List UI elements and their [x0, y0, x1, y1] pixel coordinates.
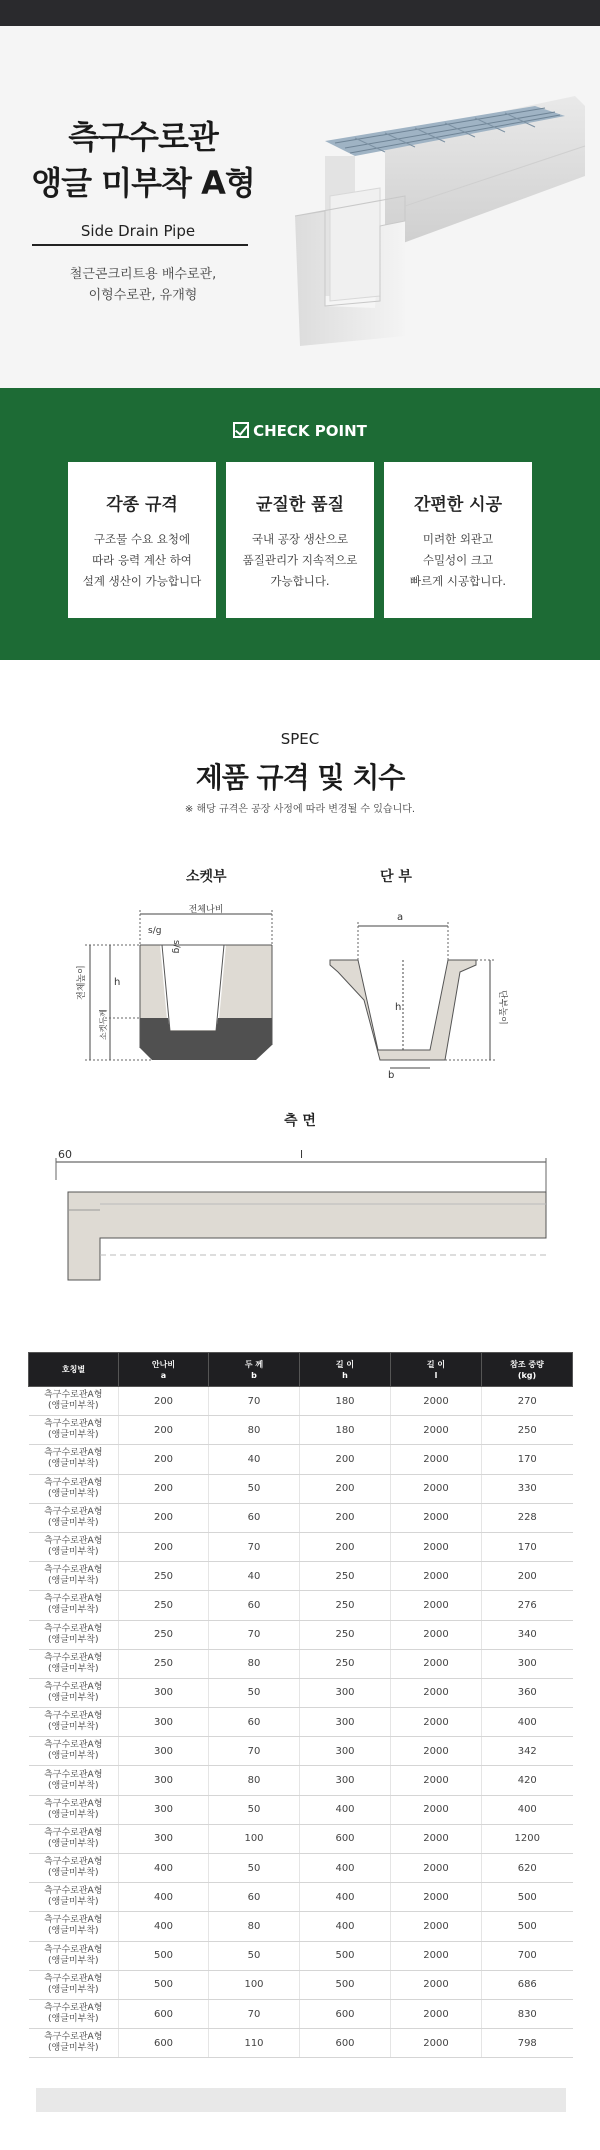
- table-cell: 250: [300, 1562, 391, 1591]
- table-row: [29, 1737, 573, 1766]
- table-cell: 300: [119, 1708, 209, 1737]
- table-cell: 100: [209, 1970, 300, 1999]
- table-row: [29, 1532, 573, 1561]
- table-cell: 80: [209, 1912, 300, 1941]
- dim-60-label: 60: [58, 1148, 72, 1161]
- feature-card-quality: [226, 462, 374, 618]
- product-title: [28, 114, 258, 206]
- table-cell: 200: [119, 1474, 209, 1503]
- table-row: [29, 2029, 573, 2058]
- table-row: [29, 1824, 573, 1853]
- table-cell: 200: [300, 1445, 391, 1474]
- table-cell: 600: [300, 2029, 391, 2058]
- product-image: [285, 96, 595, 346]
- product-description: [28, 264, 258, 306]
- product-name-cell: 측구수로관A형 (앵글미부착): [29, 1591, 119, 1620]
- a-label: a: [397, 912, 404, 923]
- column-header: 길 이 l: [391, 1353, 482, 1387]
- table-cell: 700: [482, 1941, 573, 1970]
- table-row: [29, 1620, 573, 1649]
- table-cell: 300: [119, 1737, 209, 1766]
- product-name-cell: 측구수로관A형 (앵글미부착): [29, 1474, 119, 1503]
- spec-note: ※ 해당 규격은 공장 사정에 따라 변경될 수 있습니다.: [184, 804, 416, 815]
- end-section-diagram: [320, 900, 520, 1080]
- product-name-cell: 측구수로관A형 (앵글미부착): [29, 1678, 119, 1707]
- spec-title: 제품 규격 및 치수: [195, 761, 405, 794]
- table-cell: 250: [300, 1620, 391, 1649]
- table-cell: 500: [119, 1970, 209, 1999]
- table-cell: 360: [482, 1678, 573, 1707]
- sg-label: s/g: [171, 940, 181, 954]
- product-name-cell: 측구수로관A형 (앵글미부착): [29, 1532, 119, 1561]
- table-cell: 300: [119, 1824, 209, 1853]
- table-cell: 250: [119, 1591, 209, 1620]
- product-title-line1: 측구수로관: [68, 118, 218, 156]
- table-cell: 798: [482, 2029, 573, 2058]
- feature-line: 빠르게 시공합니다.: [409, 574, 507, 588]
- table-cell: 400: [300, 1883, 391, 1912]
- table-cell: 110: [209, 2029, 300, 2058]
- column-header: 길 이 h: [300, 1353, 391, 1387]
- product-name-cell: 측구수로관A형 (앵글미부착): [29, 1766, 119, 1795]
- table-cell: 300: [119, 1795, 209, 1824]
- table-cell: 50: [209, 1854, 300, 1883]
- table-cell: 2000: [391, 1824, 482, 1853]
- table-cell: 2000: [391, 1387, 482, 1416]
- table-cell: 2000: [391, 1999, 482, 2028]
- table-cell: 300: [482, 1649, 573, 1678]
- table-cell: 70: [209, 1620, 300, 1649]
- table-cell: 50: [209, 1941, 300, 1970]
- checkpoint-title-text: CHECK POINT: [253, 422, 367, 440]
- table-cell: 80: [209, 1766, 300, 1795]
- table-cell: 60: [209, 1591, 300, 1620]
- table-cell: 500: [300, 1970, 391, 1999]
- table-cell: 200: [300, 1532, 391, 1561]
- table-cell: 342: [482, 1737, 573, 1766]
- table-cell: 2000: [391, 2029, 482, 2058]
- column-header: 두 께 b: [209, 1353, 300, 1387]
- h2-label: h: [395, 1002, 402, 1013]
- table-row: [29, 1999, 573, 2028]
- table-cell: 500: [482, 1912, 573, 1941]
- table-cell: 228: [482, 1503, 573, 1532]
- table-cell: 400: [482, 1708, 573, 1737]
- sg-label: s/g: [148, 926, 162, 936]
- table-cell: 2000: [391, 1649, 482, 1678]
- product-name-cell: 측구수로관A형 (앵글미부착): [29, 1562, 119, 1591]
- feature-line: 따라 응력 계산 하여: [92, 553, 192, 567]
- table-cell: 2000: [391, 1941, 482, 1970]
- table-cell: 250: [482, 1416, 573, 1445]
- table-cell: 80: [209, 1649, 300, 1678]
- feature-card-title: 간편한 시공: [413, 495, 503, 515]
- feature-card-title: 각종 규격: [106, 495, 178, 515]
- table-row: [29, 1970, 573, 1999]
- table-cell: 620: [482, 1854, 573, 1883]
- product-name-cell: 측구수로관A형 (앵글미부착): [29, 1708, 119, 1737]
- column-header: 안나비 a: [119, 1353, 209, 1387]
- table-cell: 60: [209, 1883, 300, 1912]
- table-cell: 200: [119, 1532, 209, 1561]
- table-cell: 70: [209, 1387, 300, 1416]
- product-name-cell: 측구수로관A형 (앵글미부착): [29, 1970, 119, 1999]
- table-cell: 200: [300, 1474, 391, 1503]
- end-height-label: 단부높이: [497, 990, 507, 1025]
- socket-thickness-label: 소켓두께: [99, 1009, 108, 1040]
- product-name-cell: 측구수로관A형 (앵글미부착): [29, 2029, 119, 2058]
- table-cell: 2000: [391, 1562, 482, 1591]
- table-row: [29, 1795, 573, 1824]
- table-cell: 70: [209, 1999, 300, 2028]
- table-row: [29, 1854, 573, 1883]
- product-subtitle: Side Drain Pipe: [80, 222, 196, 240]
- table-row: [29, 1649, 573, 1678]
- product-name-cell: 측구수로관A형 (앵글미부착): [29, 1387, 119, 1416]
- description-line: 이형수로관, 유개형: [88, 288, 198, 303]
- feature-line: 국내 공장 생산으로: [251, 532, 349, 546]
- table-cell: 400: [300, 1795, 391, 1824]
- feature-card-installation: [384, 462, 532, 618]
- end-diagram-label: 단 부: [380, 869, 412, 885]
- feature-card-text: [384, 529, 532, 592]
- table-cell: 300: [119, 1766, 209, 1795]
- table-cell: 340: [482, 1620, 573, 1649]
- table-cell: 200: [300, 1503, 391, 1532]
- table-cell: 250: [119, 1562, 209, 1591]
- table-cell: 170: [482, 1445, 573, 1474]
- table-cell: 250: [119, 1649, 209, 1678]
- table-row: [29, 1591, 573, 1620]
- table-row: [29, 1503, 573, 1532]
- table-cell: 2000: [391, 1970, 482, 1999]
- table-row: [29, 1883, 573, 1912]
- feature-line: 수밀성이 크고: [422, 553, 494, 567]
- table-cell: 2000: [391, 1416, 482, 1445]
- table-cell: 300: [119, 1678, 209, 1707]
- table-cell: 300: [300, 1766, 391, 1795]
- table-cell: 830: [482, 1999, 573, 2028]
- feature-card-text: [68, 529, 216, 592]
- checkpoint-section: [0, 388, 600, 660]
- table-cell: 400: [482, 1795, 573, 1824]
- total-height-label: 전체높이: [77, 965, 87, 1000]
- product-name-cell: 측구수로관A형 (앵글미부착): [29, 1824, 119, 1853]
- table-cell: 50: [209, 1795, 300, 1824]
- h-label: h: [114, 977, 121, 988]
- table-cell: 180: [300, 1416, 391, 1445]
- table-cell: 2000: [391, 1854, 482, 1883]
- subtitle-underline: [32, 244, 248, 246]
- l-label: l: [300, 1148, 304, 1161]
- feature-line: 설계 생산이 가능합니다: [82, 574, 202, 588]
- socket-section-diagram: [70, 900, 290, 1070]
- hero-section: [0, 26, 600, 388]
- product-name-cell: 측구수로관A형 (앵글미부착): [29, 1737, 119, 1766]
- product-name-cell: 측구수로관A형 (앵글미부착): [29, 1795, 119, 1824]
- product-name-cell: 측구수로관A형 (앵글미부착): [29, 1854, 119, 1883]
- table-cell: 250: [300, 1649, 391, 1678]
- table-row: [29, 1416, 573, 1445]
- table-cell: 276: [482, 1591, 573, 1620]
- table-cell: 2000: [391, 1912, 482, 1941]
- table-cell: 400: [119, 1883, 209, 1912]
- table-cell: 2000: [391, 1503, 482, 1532]
- table-cell: 400: [119, 1854, 209, 1883]
- table-cell: 2000: [391, 1620, 482, 1649]
- table-cell: 300: [300, 1708, 391, 1737]
- table-cell: 2000: [391, 1708, 482, 1737]
- b-label: b: [388, 1070, 395, 1080]
- table-cell: 2000: [391, 1883, 482, 1912]
- spec-label: SPEC: [280, 730, 320, 748]
- column-header: 호칭별: [29, 1353, 119, 1387]
- column-header: 참조 중량 (kg): [482, 1353, 573, 1387]
- table-cell: 200: [119, 1445, 209, 1474]
- description-line: 철근콘크리트용 배수로관,: [69, 267, 217, 282]
- table-row: [29, 1708, 573, 1737]
- top-bar: [0, 0, 600, 26]
- product-name-cell: 측구수로관A형 (앵글미부착): [29, 1999, 119, 2028]
- product-name-cell: 측구수로관A형 (앵글미부착): [29, 1649, 119, 1678]
- table-cell: 300: [300, 1737, 391, 1766]
- table-row: [29, 1474, 573, 1503]
- table-cell: 686: [482, 1970, 573, 1999]
- feature-line: 가능합니다.: [270, 574, 330, 588]
- table-cell: 2000: [391, 1795, 482, 1824]
- feature-line: 품질관리가 지속적으로: [242, 553, 358, 567]
- table-cell: 420: [482, 1766, 573, 1795]
- table-cell: 500: [119, 1941, 209, 1970]
- table-cell: 400: [300, 1912, 391, 1941]
- footer-bar: [36, 2088, 566, 2112]
- table-cell: 70: [209, 1532, 300, 1561]
- spec-table: [28, 1352, 573, 2058]
- table-cell: 500: [300, 1941, 391, 1970]
- side-view-diagram: [40, 1140, 560, 1290]
- table-cell: 330: [482, 1474, 573, 1503]
- table-cell: 2000: [391, 1474, 482, 1503]
- checkpoint-heading: [0, 422, 600, 440]
- table-cell: 50: [209, 1474, 300, 1503]
- table-cell: 2000: [391, 1766, 482, 1795]
- table-cell: 60: [209, 1708, 300, 1737]
- table-cell: 400: [300, 1854, 391, 1883]
- table-row: [29, 1941, 573, 1970]
- table-cell: 2000: [391, 1737, 482, 1766]
- socket-diagram-label: 소켓부: [186, 869, 227, 885]
- table-cell: 300: [300, 1678, 391, 1707]
- feature-line: 미려한 외관고: [422, 532, 494, 546]
- table-cell: 40: [209, 1562, 300, 1591]
- table-cell: 170: [482, 1532, 573, 1561]
- table-row: [29, 1387, 573, 1416]
- feature-line: 구조물 수요 요청에: [93, 532, 191, 546]
- product-name-cell: 측구수로관A형 (앵글미부착): [29, 1912, 119, 1941]
- product-title-line2: 앵글 미부착 A형: [31, 164, 255, 202]
- table-header-row: [29, 1353, 573, 1387]
- feature-card-text: [226, 529, 374, 592]
- table-cell: 600: [119, 2029, 209, 2058]
- product-name-cell: 측구수로관A형 (앵글미부착): [29, 1503, 119, 1532]
- table-cell: 600: [300, 1999, 391, 2028]
- table-cell: 2000: [391, 1532, 482, 1561]
- table-cell: 270: [482, 1387, 573, 1416]
- table-cell: 250: [119, 1620, 209, 1649]
- table-row: [29, 1445, 573, 1474]
- table-cell: 600: [119, 1999, 209, 2028]
- table-cell: 40: [209, 1445, 300, 1474]
- table-cell: 500: [482, 1883, 573, 1912]
- total-width-label: 전체나비: [188, 905, 224, 915]
- table-cell: 70: [209, 1737, 300, 1766]
- table-cell: 2000: [391, 1591, 482, 1620]
- table-row: [29, 1678, 573, 1707]
- table-cell: 200: [119, 1387, 209, 1416]
- table-cell: 200: [119, 1416, 209, 1445]
- table-cell: 1200: [482, 1824, 573, 1853]
- feature-card-specs: [68, 462, 216, 618]
- table-row: [29, 1912, 573, 1941]
- table-cell: 100: [209, 1824, 300, 1853]
- checkbox-icon: [233, 422, 249, 438]
- table-cell: 400: [119, 1912, 209, 1941]
- table-cell: 600: [300, 1824, 391, 1853]
- table-cell: 2000: [391, 1445, 482, 1474]
- product-name-cell: 측구수로관A형 (앵글미부착): [29, 1416, 119, 1445]
- table-cell: 200: [119, 1503, 209, 1532]
- table-cell: 50: [209, 1678, 300, 1707]
- product-name-cell: 측구수로관A형 (앵글미부착): [29, 1883, 119, 1912]
- table-cell: 80: [209, 1416, 300, 1445]
- table-cell: 60: [209, 1503, 300, 1532]
- table-cell: 2000: [391, 1678, 482, 1707]
- feature-card-title: 균질한 품질: [255, 495, 345, 515]
- table-cell: 250: [300, 1591, 391, 1620]
- product-name-cell: 측구수로관A형 (앵글미부착): [29, 1445, 119, 1474]
- table-row: [29, 1766, 573, 1795]
- product-name-cell: 측구수로관A형 (앵글미부착): [29, 1941, 119, 1970]
- table-cell: 200: [482, 1562, 573, 1591]
- product-name-cell: 측구수로관A형 (앵글미부착): [29, 1620, 119, 1649]
- table-row: [29, 1562, 573, 1591]
- table-cell: 180: [300, 1387, 391, 1416]
- side-diagram-label: 측 면: [284, 1113, 316, 1129]
